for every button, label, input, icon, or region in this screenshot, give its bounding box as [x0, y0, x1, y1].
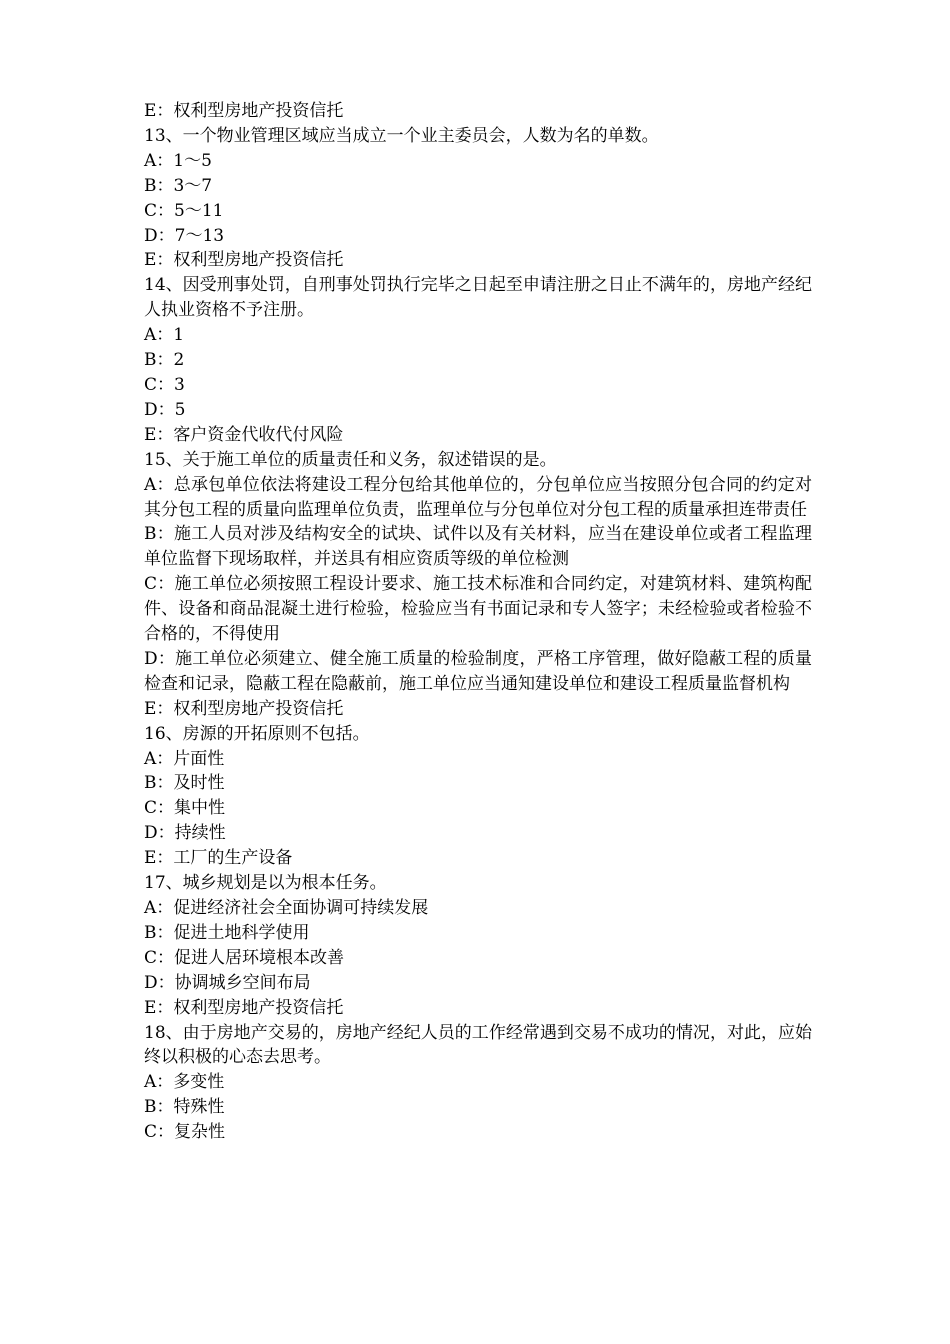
question-16: 16、房源的开拓原则不包括。 — [144, 723, 370, 744]
option-line: C：施工单位必须按照工程设计要求、施工技术标准和合同约定，对建筑材料、建筑构配件、设备和商品混凝土进行检验，检验应当有书面记录和专人签字；未经检验或者检验不合格的，不得使用 — [144, 574, 812, 645]
option-line: D：持续性 — [144, 823, 226, 844]
option-line: B：促进土地科学使用 — [144, 922, 310, 943]
option-line: A：多变性 — [144, 1072, 225, 1093]
question-17: 17、城乡规划是以为根本任务。 — [144, 873, 387, 894]
option-line: A：促进经济社会全面协调可持续发展 — [144, 898, 429, 918]
option-line: A：片面性 — [144, 748, 225, 769]
option-line: C：5～11 — [144, 200, 224, 221]
option-line: E：权利型房地产投资信托 — [144, 698, 344, 719]
option-line: E：权利型房地产投资信托 — [144, 997, 344, 1018]
option-line: B：特殊性 — [144, 1097, 225, 1118]
question-18: 18、由于房地产交易的，房地产经纪人员的工作经常遇到交易不成功的情况，对此，应始终以积极的心态去思考。 — [144, 1022, 812, 1068]
option-line: E：工厂的生产设备 — [144, 848, 293, 869]
question-15: 15、关于施工单位的质量责任和义务，叙述错误的是。 — [144, 449, 557, 470]
question-13: 13、一个物业管理区域应当成立一个业主委员会，人数为名的单数。 — [144, 125, 659, 146]
option-line: D：施工单位必须建立、健全施工质量的检验制度，严格工序管理，做好隐蔽工程的质量检查和记录，隐蔽工程在隐蔽前，施工单位应当通知建设单位和建设工程质量监督机构 — [144, 648, 812, 694]
option-line: E：客户资金代收代付风险 — [144, 424, 344, 445]
option-line: A：1～5 — [144, 150, 212, 171]
text-line: E：权利型房地产投资信托 — [144, 101, 344, 121]
option-line: A：1 — [144, 325, 185, 346]
option-line: B：及时性 — [144, 773, 225, 794]
option-line: A：总承包单位依法将建设工程分包给其他单位的，分包单位应当按照分包合同的约定对其分包工程的质量向监理单位负责，监理单位与分包单位对分包工程的质量承担连带责任 — [144, 474, 812, 520]
option-line: C：3 — [144, 374, 185, 395]
option-line: B：施工人员对涉及结构安全的试块、试件以及有关材料，应当在建设单位或者工程监理单位监督下现场取样，并送具有相应资质等级的单位检测 — [144, 524, 812, 570]
option-line: C：复杂性 — [144, 1122, 226, 1143]
option-line: B：2 — [144, 350, 185, 371]
document-body — [144, 99, 812, 1145]
option-line: D：5 — [144, 399, 186, 420]
option-line: D：7～13 — [144, 225, 225, 246]
option-line: D：协调城乡空间布局 — [144, 972, 311, 993]
option-line: B：3～7 — [144, 175, 213, 196]
option-line: E：权利型房地产投资信托 — [144, 250, 344, 271]
option-line: C：集中性 — [144, 798, 226, 819]
option-line: C：促进人居环境根本改善 — [144, 947, 345, 968]
question-14: 14、因受刑事处罚，自刑事处罚执行完毕之日起至申请注册之日止不满年的，房地产经纪人执业资格不予注册。 — [144, 275, 812, 321]
